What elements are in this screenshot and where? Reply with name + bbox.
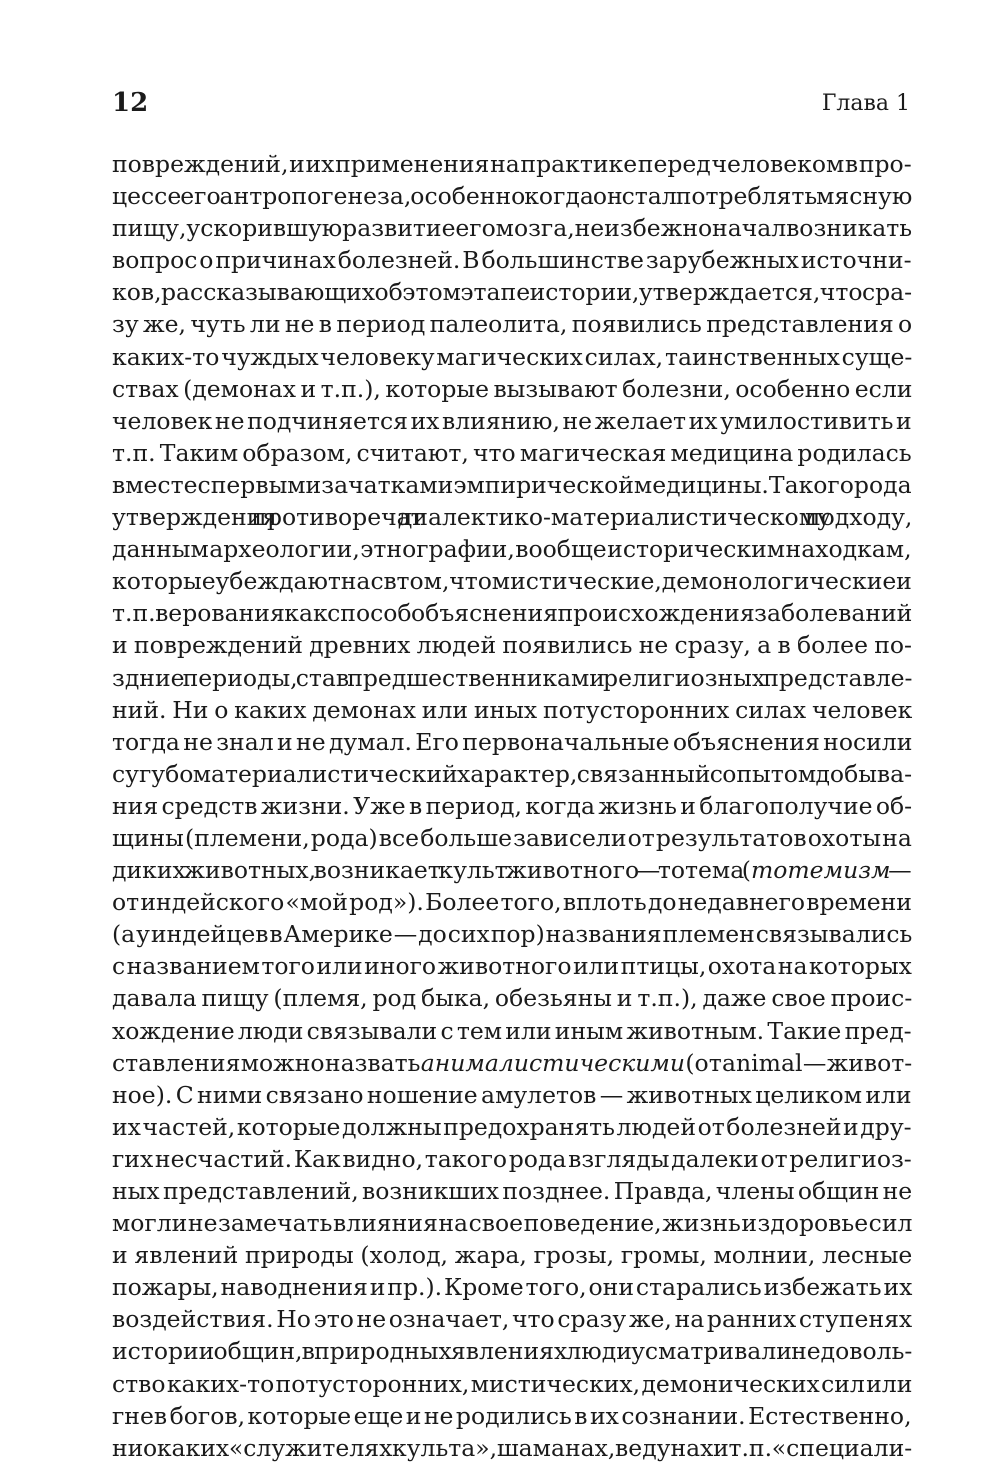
text-line: и повреждений древних людей появились не сразу, а в более по-	[112, 631, 913, 660]
emphasis-term: тотемизм	[750, 856, 891, 885]
text-line: т.п. Таким образом, считают, что магическая медицина родилась	[112, 438, 912, 467]
text-line: утверждения противоречат диалектико-материалистическому подходу,	[112, 503, 913, 532]
text-line: пищу, ускорившую развитие его мозга, неизбежно начал возникать	[112, 214, 913, 243]
text-line: (а у индейцев в Америке — до сих пор) названия племен связывались	[112, 920, 913, 949]
text-line: щины (племени, рода) все больше зависели от результатов охоты на	[112, 823, 912, 852]
text-line: ное). С ними связано ношение амулетов — животных целиком или	[112, 1080, 912, 1109]
text-line: здние периоды, став предшественниками религиозных представле-	[112, 663, 913, 692]
text-line: человек не подчиняется их влиянию, не желает их умилостивить и	[112, 406, 912, 435]
text-line: их частей, которые должны предохранять людей от болезней и дру-	[112, 1112, 912, 1141]
text-line: гнев богов, которые еще и не родились в их сознании. Естественно,	[112, 1401, 912, 1430]
text-line: воздействия. Но это не означает, что сразу же, на ранних ступенях	[112, 1305, 913, 1334]
text-line: т.п. верования как способ объяснения происхождения заболеваний	[112, 599, 913, 628]
emphasis-term: анималистическими	[420, 1048, 686, 1077]
text-line: вопрос о причинах болезней. В большинстве зарубежных источни-	[112, 246, 912, 275]
text-line	[112, 854, 912, 886]
text-line: пожары, наводнения и пр.). Кроме того, они старались избежать их	[112, 1273, 913, 1302]
text-line: гих несчастий. Как видно, такого рода взгляды далеки от религиоз-	[112, 1144, 912, 1173]
text-line: сугубо материалистический характер, связанный с опытом добыва-	[112, 759, 913, 788]
page-number: 12	[112, 88, 149, 118]
text-line: зу же, чуть ли не в период палеолита, появились представления о	[112, 310, 913, 339]
text-line: ков, рассказывающих об этом этапе истории, утверждается, что сра-	[112, 278, 913, 307]
text-line: истории общин, в природных явлениях люди усматривали недоволь-	[112, 1337, 913, 1366]
text-line: ство каких-то потусторонних, мистических, демонических сил или	[112, 1369, 913, 1398]
text-line	[112, 1047, 912, 1079]
text-line: ний. Ни о каких демонах или иных потусторонних силах человек	[112, 695, 913, 724]
text-line: ных представлений, возникших позднее. Правда, члены общин не	[112, 1177, 913, 1205]
running-head: Глава 1	[821, 91, 910, 116]
text-line: ния средств жизни. Уже в период, когда жизнь и благополучие об-	[112, 791, 913, 820]
text-line: и явлений природы (холод, жара, грозы, громы, молнии, лесные	[112, 1241, 913, 1270]
text-line: хождение люди связывали с тем или иным животным. Такие пред-	[112, 1016, 912, 1045]
text-line: данным археологии, этнографии, вообще историческим находкам,	[112, 535, 912, 564]
text-line: тогда не знал и не думал. Его первоначальные объяснения носили	[112, 727, 913, 756]
text-run: диких животных, возникает культ животного — тотема (	[112, 856, 751, 885]
text-run: —	[890, 856, 912, 885]
text-line: ни о каких «служителях культа», шаманах, ведунах и т.п. «специали-	[112, 1433, 913, 1462]
text-line: с названием того или иного животного или птицы, охота на которых	[112, 952, 912, 981]
text-run: ставления можно назвать	[112, 1048, 421, 1077]
text-line: могли не замечать влияния на свое поведение, жизнь и здоровье сил	[112, 1209, 913, 1238]
text-line: давала пищу (племя, род быка, обезьяны и т.п.), даже свое проис-	[112, 984, 913, 1013]
body-text	[112, 148, 912, 1464]
text-line: цессе его антропогенеза, особенно когда он стал потреблять мясную	[112, 182, 913, 211]
text-line: вместе с первыми зачатками эмпирической медицины. Такого рода	[112, 470, 912, 499]
text-line: ствах (демонах и т.п.), которые вызывают болезни, особенно если	[112, 374, 913, 403]
text-run: (от animal — живот-	[685, 1048, 913, 1077]
text-line: которые убеждают нас в том, что мистические, демонологические и	[112, 567, 912, 596]
text-line: от индейского «мой род»). Более того, вплоть до недавнего времени	[112, 888, 912, 917]
text-line: каких-то чуждых человеку магических силах, таинственных суще-	[112, 342, 913, 371]
text-line: повреждений, и их применения на практике перед человеком в про-	[112, 150, 912, 178]
